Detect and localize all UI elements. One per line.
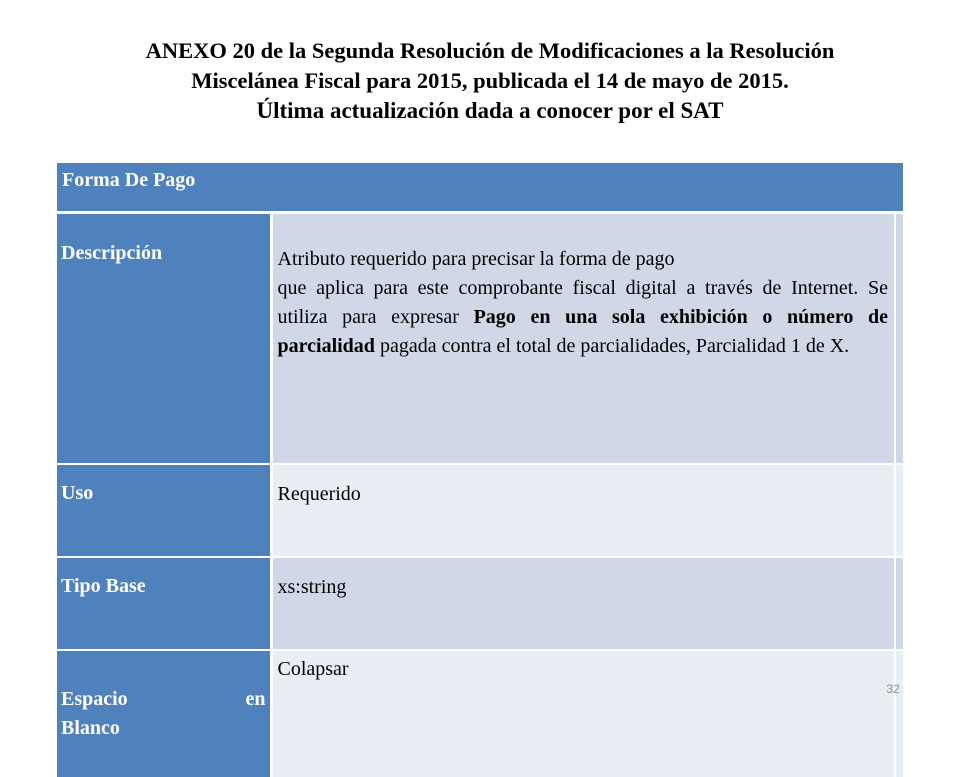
label-espacio-word-1: Espacio bbox=[61, 688, 128, 710]
descripcion-line-1: Atributo requerido para precisar la forma de pago bbox=[277, 248, 675, 270]
title-line-3: Última actualización dada a conocer por el SAT bbox=[256, 98, 724, 123]
table-row-descripcion bbox=[57, 213, 903, 465]
value-uso: Requerido bbox=[271, 464, 895, 557]
table-row-uso bbox=[57, 464, 903, 557]
table-row-espacio-blanco bbox=[57, 650, 903, 777]
descripcion-text-a: que aplica para este comprobante fiscal digital a través de Internet. Se utiliza para expresar bbox=[277, 277, 888, 328]
label-tipo-base: Tipo Base bbox=[57, 557, 271, 650]
descripcion-body bbox=[278, 274, 889, 361]
row-edge bbox=[895, 464, 903, 557]
value-descripcion bbox=[271, 213, 895, 465]
row-edge bbox=[895, 213, 903, 465]
row-edge bbox=[895, 557, 903, 650]
value-espacio-blanco: Colapsar bbox=[271, 650, 895, 777]
title-line-2: Miscelánea Fiscal para 2015, publicada el 14 de mayo de 2015. bbox=[191, 68, 789, 93]
label-descripcion: Descripción bbox=[57, 213, 271, 465]
table-row-tipo-base bbox=[57, 557, 903, 650]
page-number: 32 bbox=[886, 682, 900, 696]
value-tipo-base: xs:string bbox=[271, 557, 895, 650]
document-title bbox=[40, 36, 940, 126]
table-header-row bbox=[57, 163, 903, 213]
label-espacio-blanco bbox=[57, 650, 271, 777]
label-espacio-word-2: en bbox=[245, 688, 266, 710]
title-line-1: ANEXO 20 de la Segunda Resolución de Modificaciones a la Resolución bbox=[145, 38, 835, 63]
label-espacio-word-3: Blanco bbox=[61, 717, 120, 739]
row-edge bbox=[895, 650, 903, 777]
attribute-table bbox=[57, 163, 903, 777]
table-header: Forma De Pago bbox=[62, 169, 196, 191]
descripcion-text-bold: Pago en una sola exhibición o número de parcialidad bbox=[277, 306, 888, 357]
label-uso: Uso bbox=[57, 464, 271, 557]
descripcion-text-b: pagada contra el total de parcialidades, Parcialidad 1 de X. bbox=[374, 335, 850, 357]
